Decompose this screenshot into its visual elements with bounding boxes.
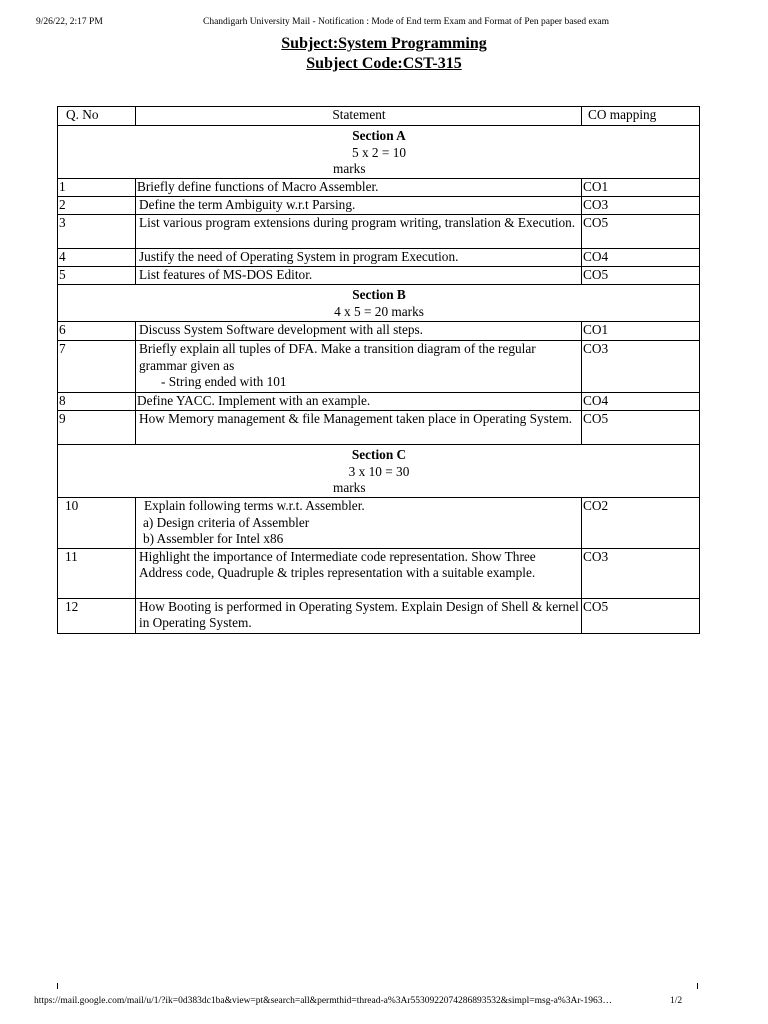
- question-text: Justify the need of Operating System in program Execution.: [136, 249, 582, 267]
- question-table: [57, 106, 700, 634]
- table-row: [58, 322, 700, 341]
- co-value: CO1: [582, 179, 700, 197]
- table-row: [58, 393, 700, 411]
- section-b-marks: 4 x 5 = 20 marks: [334, 303, 424, 319]
- page-corner-mark-right: [697, 983, 698, 989]
- co-value: CO4: [582, 249, 700, 267]
- section-c-marks: 3 x 10 = 30: [348, 463, 410, 479]
- subject-title: Subject:System Programming: [281, 35, 487, 52]
- co-value: CO5: [582, 411, 700, 445]
- question-number: 9: [58, 411, 136, 445]
- question-text: List various program extensions during program writing, translation & Execution.: [136, 215, 582, 249]
- question-number: 2: [58, 197, 136, 215]
- question-number: 5: [58, 267, 136, 285]
- table-row: [58, 498, 700, 549]
- question-text: Discuss System Software development with all steps.: [136, 322, 582, 341]
- question-subpoint: - String ended with 101: [161, 374, 287, 389]
- section-a-marks-unit: marks: [333, 161, 366, 176]
- subject-code: Subject Code:CST-315: [306, 55, 462, 72]
- table-row: [58, 197, 700, 215]
- footer-url: https://mail.google.com/mail/u/1/?ik=0d383dc1ba&view=pt&search=all&permthid=thread-a%3Ar5530922074286893532&simpl=msg-a%3Ar-1963…: [34, 996, 613, 1006]
- question-number: 11: [58, 548, 136, 598]
- page-number: 1/2: [670, 996, 683, 1006]
- question-number: 4: [58, 249, 136, 267]
- co-value: CO2: [582, 498, 700, 549]
- co-value: CO3: [582, 197, 700, 215]
- question-text: Explain following terms w.r.t. Assembler.: [144, 498, 365, 513]
- table-row: [58, 341, 700, 393]
- co-value: CO1: [582, 322, 700, 341]
- co-value: CO5: [582, 267, 700, 285]
- question-number: 8: [58, 393, 136, 411]
- table-header-row: [58, 107, 700, 126]
- page-corner-mark-left: [57, 983, 58, 989]
- table-row: [58, 249, 700, 267]
- subquestion-list: [139, 515, 581, 548]
- table-row: [58, 215, 700, 249]
- question-number: 6: [58, 322, 136, 341]
- print-title: Chandigarh University Mail - Notification : Mode of End term Exam and Format of Pen paper based exam: [203, 17, 610, 27]
- co-value: CO5: [582, 215, 700, 249]
- question-cell: [136, 341, 582, 393]
- question-text: List features of MS-DOS Editor.: [136, 267, 582, 285]
- header-statement: Statement: [136, 107, 582, 126]
- section-b-title: Section B: [352, 287, 406, 302]
- question-text: Define the term Ambiguity w.r.t Parsing.: [136, 197, 582, 215]
- table-row: [58, 267, 700, 285]
- section-a-title: Section A: [352, 128, 406, 143]
- question-text: Define YACC. Implement with an example.: [136, 393, 582, 411]
- co-value: CO3: [582, 548, 700, 598]
- section-c-marks-unit: marks: [333, 480, 366, 495]
- section-row-a: [58, 126, 700, 179]
- table-row: [58, 598, 700, 633]
- co-value: CO5: [582, 598, 700, 633]
- question-cell: [136, 498, 582, 549]
- list-item: a) Design criteria of Assembler: [143, 514, 310, 530]
- section-a-marks: 5 x 2 = 10: [351, 144, 407, 160]
- question-number: 7: [58, 341, 136, 393]
- question-text: Briefly explain all tuples of DFA. Make a transition diagram of the regular grammar given as: [139, 341, 536, 373]
- question-text: How Booting is performed in Operating System. Explain Design of Shell & kernel in Operating System.: [136, 598, 582, 633]
- question-text: How Memory management & file Management taken place in Operating System.: [136, 411, 582, 445]
- print-datetime: 9/26/22, 2:17 PM: [36, 17, 103, 27]
- co-value: CO4: [582, 393, 700, 411]
- print-header: [0, 17, 768, 31]
- question-text: Briefly define functions of Macro Assembler.: [136, 179, 582, 197]
- question-number: 10: [58, 498, 136, 549]
- section-c-title: Section C: [351, 447, 407, 462]
- question-text: Highlight the importance of Intermediate code representation. Show Three Address code, Quadruple & triples representation with a suitable example.: [136, 548, 582, 598]
- section-row-b: [58, 285, 700, 322]
- co-value: CO3: [582, 341, 700, 393]
- question-number: 1: [58, 179, 136, 197]
- question-number: 3: [58, 215, 136, 249]
- header-co-mapping: CO mapping: [582, 107, 700, 126]
- section-row-c: [58, 445, 700, 498]
- question-number: 12: [58, 598, 136, 633]
- table-row: [58, 179, 700, 197]
- table-row: [58, 548, 700, 598]
- table-row: [58, 411, 700, 445]
- list-item: b) Assembler for Intel x86: [143, 531, 284, 546]
- header-qno: Q. No: [58, 107, 136, 126]
